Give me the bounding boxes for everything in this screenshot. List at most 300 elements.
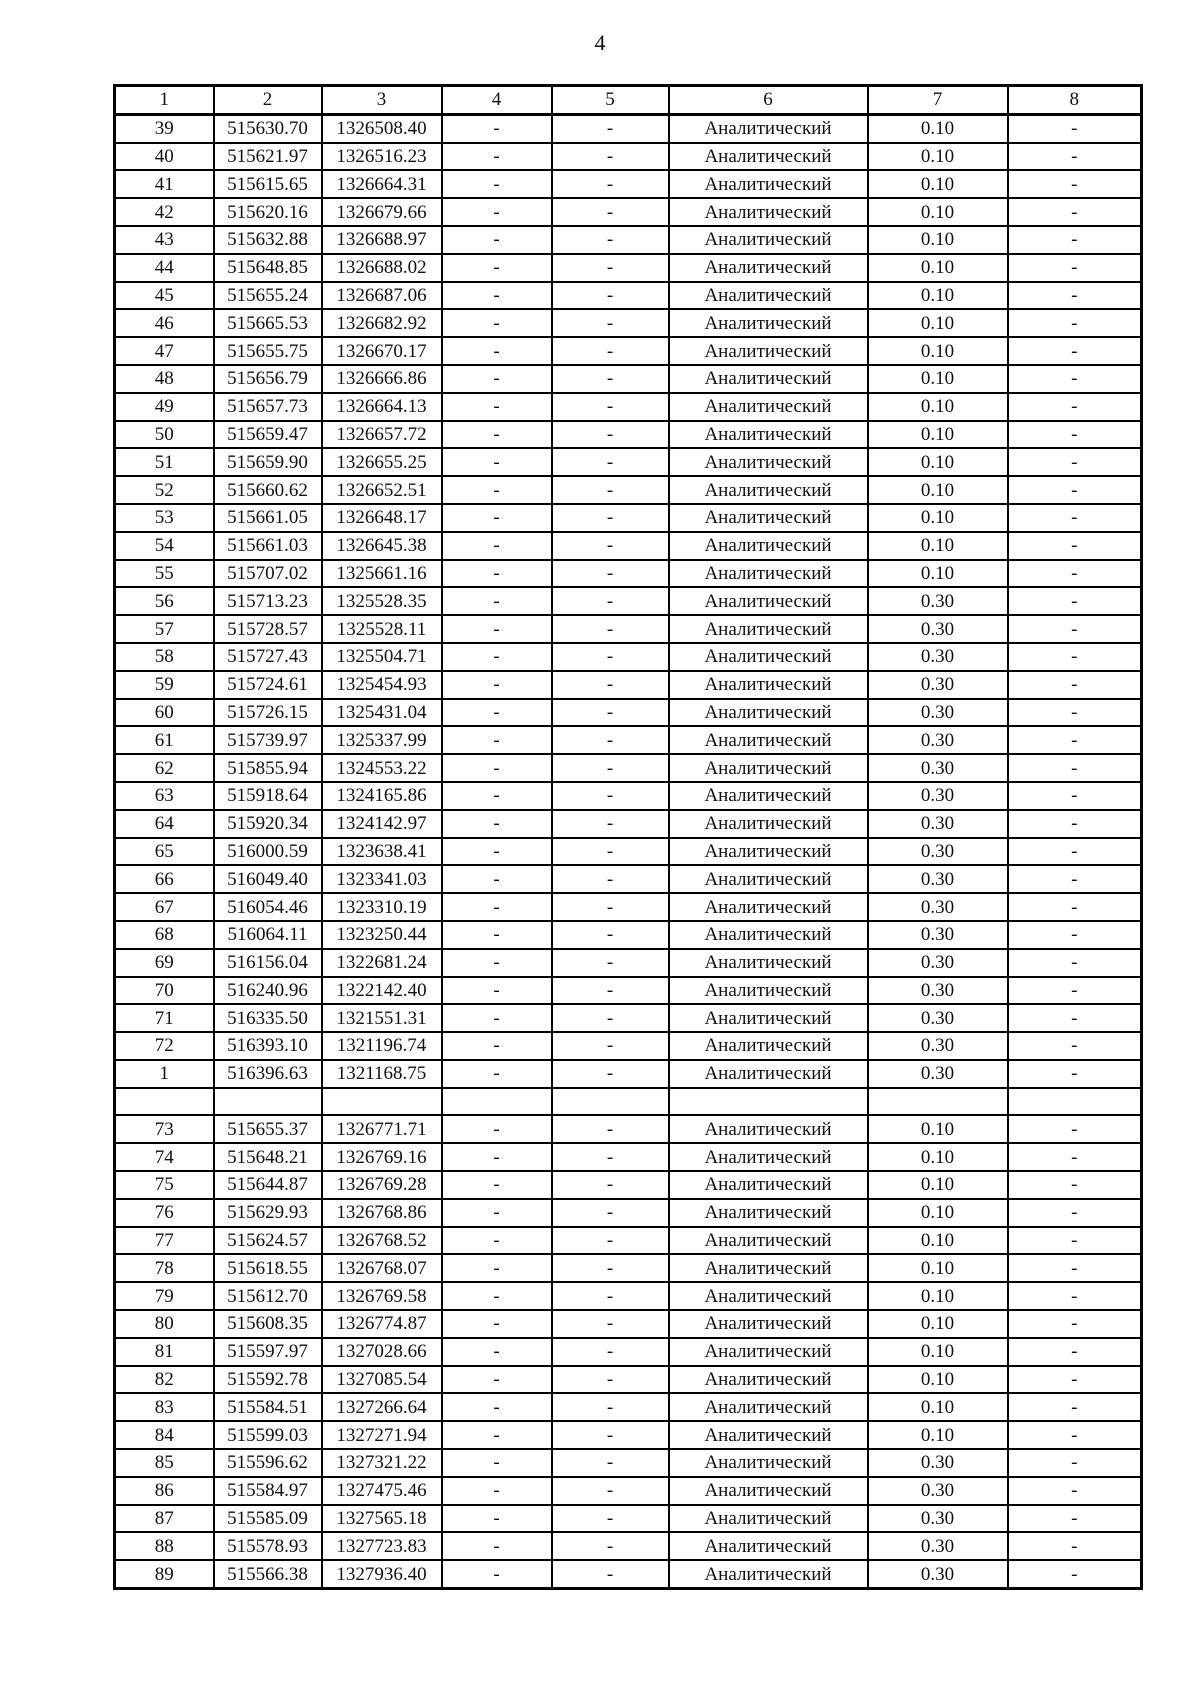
table-cell: 74 bbox=[115, 1143, 214, 1171]
table-cell: 86 bbox=[115, 1477, 214, 1505]
table-cell: Аналитический bbox=[669, 977, 868, 1005]
table-cell: 41 bbox=[115, 170, 214, 198]
table-cell: 0.30 bbox=[868, 865, 1008, 893]
table-cell: 1326657.72 bbox=[322, 421, 442, 449]
table-cell: - bbox=[552, 448, 669, 476]
table-cell: 0.30 bbox=[868, 754, 1008, 782]
table-cell: 0.30 bbox=[868, 921, 1008, 949]
column-header: 6 bbox=[669, 86, 868, 115]
table-cell: 80 bbox=[115, 1310, 214, 1338]
table-cell: 61 bbox=[115, 726, 214, 754]
table-cell: - bbox=[552, 114, 669, 142]
table-cell: 0.10 bbox=[868, 1310, 1008, 1338]
table-cell: - bbox=[442, 671, 552, 699]
table-cell: 516054.46 bbox=[214, 893, 322, 921]
table-cell: - bbox=[1008, 782, 1142, 810]
table-row bbox=[115, 254, 1142, 282]
table-cell: 1321168.75 bbox=[322, 1060, 442, 1088]
table-cell: - bbox=[1008, 1254, 1142, 1282]
table-cell: 515739.97 bbox=[214, 726, 322, 754]
table-cell: 47 bbox=[115, 337, 214, 365]
table-cell: 515707.02 bbox=[214, 560, 322, 588]
table-cell: - bbox=[442, 615, 552, 643]
table-cell: 1323638.41 bbox=[322, 838, 442, 866]
table-cell: 0.30 bbox=[868, 1505, 1008, 1533]
table-cell: 1326679.66 bbox=[322, 198, 442, 226]
table-cell: Аналитический bbox=[669, 615, 868, 643]
table-cell: 1321196.74 bbox=[322, 1032, 442, 1060]
table-cell: 0.10 bbox=[868, 393, 1008, 421]
table-cell bbox=[442, 1088, 552, 1116]
table-cell: 1322142.40 bbox=[322, 977, 442, 1005]
table-cell: - bbox=[442, 1032, 552, 1060]
table-cell: - bbox=[442, 282, 552, 310]
table-cell: - bbox=[442, 1060, 552, 1088]
table-cell: 72 bbox=[115, 1032, 214, 1060]
table-cell: 0.30 bbox=[868, 1004, 1008, 1032]
table-cell: 1327028.66 bbox=[322, 1338, 442, 1366]
table-cell: 48 bbox=[115, 365, 214, 393]
table-row bbox=[115, 1449, 1142, 1477]
table-cell: - bbox=[442, 893, 552, 921]
table-cell: 515659.90 bbox=[214, 448, 322, 476]
table-cell: Аналитический bbox=[669, 893, 868, 921]
table-cell: - bbox=[1008, 170, 1142, 198]
table-cell bbox=[322, 1088, 442, 1116]
table-row bbox=[115, 1143, 1142, 1171]
column-header: 3 bbox=[322, 86, 442, 115]
table-row bbox=[115, 865, 1142, 893]
table-cell: - bbox=[1008, 1338, 1142, 1366]
table-cell: 87 bbox=[115, 1505, 214, 1533]
table-cell: Аналитический bbox=[669, 949, 868, 977]
table-cell: 64 bbox=[115, 810, 214, 838]
table-cell: 0.10 bbox=[868, 448, 1008, 476]
table-cell: 0.10 bbox=[868, 1421, 1008, 1449]
table-row bbox=[115, 309, 1142, 337]
table-cell: - bbox=[442, 532, 552, 560]
table-cell: 515661.05 bbox=[214, 504, 322, 532]
table-cell: 0.30 bbox=[868, 1032, 1008, 1060]
table-cell: - bbox=[1008, 893, 1142, 921]
table-cell: 63 bbox=[115, 782, 214, 810]
table-cell: 60 bbox=[115, 699, 214, 727]
table-cell: 515632.88 bbox=[214, 226, 322, 254]
table-cell: - bbox=[552, 1227, 669, 1255]
table-cell: - bbox=[442, 949, 552, 977]
table-cell: - bbox=[1008, 1199, 1142, 1227]
table-cell: - bbox=[552, 560, 669, 588]
table-cell: 1323310.19 bbox=[322, 893, 442, 921]
table-cell: Аналитический bbox=[669, 921, 868, 949]
table-cell: 1322681.24 bbox=[322, 949, 442, 977]
table-row bbox=[115, 337, 1142, 365]
table-cell: 70 bbox=[115, 977, 214, 1005]
table-cell: - bbox=[552, 198, 669, 226]
table-cell: - bbox=[1008, 1227, 1142, 1255]
table-cell: - bbox=[552, 226, 669, 254]
table-cell: - bbox=[552, 476, 669, 504]
table-cell: - bbox=[552, 1310, 669, 1338]
table-cell: - bbox=[442, 143, 552, 171]
table-cell: 69 bbox=[115, 949, 214, 977]
table-cell: 1327321.22 bbox=[322, 1449, 442, 1477]
table-cell: - bbox=[552, 893, 669, 921]
table-cell bbox=[1008, 1088, 1142, 1116]
table-cell: 0.30 bbox=[868, 977, 1008, 1005]
table-row bbox=[115, 1366, 1142, 1394]
table-cell: 1326664.13 bbox=[322, 393, 442, 421]
table-cell: Аналитический bbox=[669, 838, 868, 866]
table-cell: 515644.87 bbox=[214, 1171, 322, 1199]
table-cell: - bbox=[442, 643, 552, 671]
table-cell: 1327271.94 bbox=[322, 1421, 442, 1449]
table-cell: - bbox=[1008, 198, 1142, 226]
table-cell: - bbox=[1008, 865, 1142, 893]
table-cell: - bbox=[1008, 615, 1142, 643]
table-row bbox=[115, 365, 1142, 393]
table-cell: Аналитический bbox=[669, 671, 868, 699]
table-cell: 0.30 bbox=[868, 949, 1008, 977]
table-cell: 515920.34 bbox=[214, 810, 322, 838]
table-cell: - bbox=[442, 1393, 552, 1421]
table-cell: - bbox=[552, 1505, 669, 1533]
table-cell: 515659.47 bbox=[214, 421, 322, 449]
table-row bbox=[115, 1115, 1142, 1143]
table-cell: 0.30 bbox=[868, 1060, 1008, 1088]
table-cell: 0.30 bbox=[868, 726, 1008, 754]
table-cell: - bbox=[442, 198, 552, 226]
table-cell: 515596.62 bbox=[214, 1449, 322, 1477]
column-header: 7 bbox=[868, 86, 1008, 115]
table-cell: 1325454.93 bbox=[322, 671, 442, 699]
table-cell: - bbox=[442, 226, 552, 254]
table-cell: - bbox=[552, 1393, 669, 1421]
table-cell: - bbox=[442, 421, 552, 449]
table-cell: - bbox=[442, 504, 552, 532]
table-cell: - bbox=[552, 615, 669, 643]
table-cell: 1323250.44 bbox=[322, 921, 442, 949]
table-cell: Аналитический bbox=[669, 476, 868, 504]
table-row bbox=[115, 949, 1142, 977]
table-cell: 88 bbox=[115, 1532, 214, 1560]
table-row bbox=[115, 504, 1142, 532]
table-cell: 0.10 bbox=[868, 309, 1008, 337]
table-cell: - bbox=[1008, 448, 1142, 476]
table-cell: Аналитический bbox=[669, 170, 868, 198]
table-cell: - bbox=[1008, 1532, 1142, 1560]
table-cell: 1326688.02 bbox=[322, 254, 442, 282]
table-cell: 515612.70 bbox=[214, 1282, 322, 1310]
table-cell: - bbox=[442, 754, 552, 782]
table-cell: - bbox=[1008, 504, 1142, 532]
table-row bbox=[115, 1505, 1142, 1533]
table-cell: Аналитический bbox=[669, 337, 868, 365]
table-cell: - bbox=[1008, 282, 1142, 310]
table-cell: - bbox=[552, 1421, 669, 1449]
table-row bbox=[115, 1227, 1142, 1255]
table-cell: 0.10 bbox=[868, 560, 1008, 588]
table-cell: 515585.09 bbox=[214, 1505, 322, 1533]
table-cell: 0.30 bbox=[868, 810, 1008, 838]
table-cell: Аналитический bbox=[669, 393, 868, 421]
table-cell: 0.30 bbox=[868, 643, 1008, 671]
table-cell bbox=[552, 1088, 669, 1116]
table-cell: 1324553.22 bbox=[322, 754, 442, 782]
table-row bbox=[115, 198, 1142, 226]
table-row bbox=[115, 1199, 1142, 1227]
table-cell: - bbox=[442, 254, 552, 282]
table-cell: 1326774.87 bbox=[322, 1310, 442, 1338]
table-cell: - bbox=[442, 1560, 552, 1588]
table-cell: - bbox=[552, 671, 669, 699]
table-header-row bbox=[115, 86, 1142, 115]
table-row bbox=[115, 810, 1142, 838]
table-cell: - bbox=[1008, 754, 1142, 782]
table-cell: 1326652.51 bbox=[322, 476, 442, 504]
table-cell: - bbox=[1008, 365, 1142, 393]
table-cell: 85 bbox=[115, 1449, 214, 1477]
table-cell: Аналитический bbox=[669, 1421, 868, 1449]
page-number: 4 bbox=[594, 30, 606, 55]
table-cell: 515629.93 bbox=[214, 1199, 322, 1227]
table-cell: - bbox=[552, 170, 669, 198]
table-cell: Аналитический bbox=[669, 1449, 868, 1477]
table-row bbox=[115, 560, 1142, 588]
table-cell: Аналитический bbox=[669, 782, 868, 810]
table-row bbox=[115, 1060, 1142, 1088]
table-cell: - bbox=[1008, 421, 1142, 449]
table-cell: - bbox=[442, 587, 552, 615]
table-cell: 1326769.28 bbox=[322, 1171, 442, 1199]
table-cell: 516000.59 bbox=[214, 838, 322, 866]
table-row bbox=[115, 421, 1142, 449]
table-cell: 1326648.17 bbox=[322, 504, 442, 532]
table-cell: Аналитический bbox=[669, 448, 868, 476]
table-cell: - bbox=[1008, 1505, 1142, 1533]
table-cell: 54 bbox=[115, 532, 214, 560]
table-cell: 515584.97 bbox=[214, 1477, 322, 1505]
table-cell: Аналитический bbox=[669, 1115, 868, 1143]
table-cell: - bbox=[442, 810, 552, 838]
table-cell: 83 bbox=[115, 1393, 214, 1421]
table-cell: - bbox=[552, 838, 669, 866]
table-cell: 515660.62 bbox=[214, 476, 322, 504]
table-cell: Аналитический bbox=[669, 1532, 868, 1560]
table-row bbox=[115, 699, 1142, 727]
table-cell: 0.10 bbox=[868, 170, 1008, 198]
table-cell: 0.30 bbox=[868, 699, 1008, 727]
table-cell: Аналитический bbox=[669, 754, 868, 782]
table-cell: - bbox=[1008, 1393, 1142, 1421]
table-cell: 51 bbox=[115, 448, 214, 476]
table-cell: 1326769.16 bbox=[322, 1143, 442, 1171]
table-cell: Аналитический bbox=[669, 1366, 868, 1394]
table-cell: 66 bbox=[115, 865, 214, 893]
table-cell: - bbox=[1008, 143, 1142, 171]
table-cell: - bbox=[1008, 921, 1142, 949]
table-cell: - bbox=[442, 1143, 552, 1171]
table-cell: 515597.97 bbox=[214, 1338, 322, 1366]
table-cell: 52 bbox=[115, 476, 214, 504]
table-cell: - bbox=[442, 1171, 552, 1199]
table-cell: - bbox=[442, 865, 552, 893]
table-cell: 42 bbox=[115, 198, 214, 226]
table-cell: 516393.10 bbox=[214, 1032, 322, 1060]
table-cell: - bbox=[442, 699, 552, 727]
table-cell: - bbox=[552, 1532, 669, 1560]
table-cell: - bbox=[552, 921, 669, 949]
table-cell: 43 bbox=[115, 226, 214, 254]
table-cell: 45 bbox=[115, 282, 214, 310]
table-cell: Аналитический bbox=[669, 254, 868, 282]
table-cell: - bbox=[552, 726, 669, 754]
table-cell: 73 bbox=[115, 1115, 214, 1143]
table-cell: 76 bbox=[115, 1199, 214, 1227]
table-cell: 39 bbox=[115, 114, 214, 142]
table-cell: - bbox=[552, 1449, 669, 1477]
table-cell: - bbox=[1008, 699, 1142, 727]
table-cell: 0.30 bbox=[868, 1532, 1008, 1560]
table-cell: Аналитический bbox=[669, 1060, 868, 1088]
column-header: 4 bbox=[442, 86, 552, 115]
table-cell: 0.10 bbox=[868, 1282, 1008, 1310]
table-cell: - bbox=[1008, 1560, 1142, 1588]
column-header: 5 bbox=[552, 86, 669, 115]
table-cell: - bbox=[552, 1004, 669, 1032]
table-cell: 1326768.07 bbox=[322, 1254, 442, 1282]
table-row bbox=[115, 782, 1142, 810]
table-cell: - bbox=[552, 1143, 669, 1171]
table-cell: - bbox=[1008, 560, 1142, 588]
table-cell: 1326670.17 bbox=[322, 337, 442, 365]
table-cell: Аналитический bbox=[669, 282, 868, 310]
table-cell: 515648.21 bbox=[214, 1143, 322, 1171]
table-cell: - bbox=[1008, 1171, 1142, 1199]
table-cell: Аналитический bbox=[669, 114, 868, 142]
table-cell: 1326687.06 bbox=[322, 282, 442, 310]
table-cell: 1327723.83 bbox=[322, 1532, 442, 1560]
table-cell: 0.10 bbox=[868, 1254, 1008, 1282]
table-cell: - bbox=[442, 1477, 552, 1505]
coordinates-table bbox=[113, 84, 1143, 1590]
table-row bbox=[115, 977, 1142, 1005]
table-cell: - bbox=[442, 560, 552, 588]
table-cell: - bbox=[552, 1032, 669, 1060]
table-cell: - bbox=[552, 643, 669, 671]
table-cell: Аналитический bbox=[669, 365, 868, 393]
table-cell: - bbox=[442, 309, 552, 337]
table-cell: 58 bbox=[115, 643, 214, 671]
table-cell: 1325661.16 bbox=[322, 560, 442, 588]
table-cell: - bbox=[442, 1338, 552, 1366]
table-cell: - bbox=[442, 838, 552, 866]
table-cell: Аналитический bbox=[669, 309, 868, 337]
table-cell: 1326682.92 bbox=[322, 309, 442, 337]
table-row bbox=[115, 282, 1142, 310]
table-cell: Аналитический bbox=[669, 1004, 868, 1032]
table-cell: 1326688.97 bbox=[322, 226, 442, 254]
table-cell: 56 bbox=[115, 587, 214, 615]
table-cell: - bbox=[442, 114, 552, 142]
table-cell: 1326655.25 bbox=[322, 448, 442, 476]
table-cell: 89 bbox=[115, 1560, 214, 1588]
table-cell: 0.10 bbox=[868, 504, 1008, 532]
table-cell: - bbox=[1008, 977, 1142, 1005]
table-cell: - bbox=[552, 1338, 669, 1366]
table-cell: - bbox=[442, 476, 552, 504]
table-cell: Аналитический bbox=[669, 421, 868, 449]
table-row bbox=[115, 671, 1142, 699]
table-cell: 81 bbox=[115, 1338, 214, 1366]
table-cell: 0.10 bbox=[868, 365, 1008, 393]
table-cell: - bbox=[552, 393, 669, 421]
table-cell: 515655.37 bbox=[214, 1115, 322, 1143]
table-cell: - bbox=[1008, 254, 1142, 282]
table-cell: - bbox=[1008, 337, 1142, 365]
table-cell: 59 bbox=[115, 671, 214, 699]
table-cell: 84 bbox=[115, 1421, 214, 1449]
table-cell: 79 bbox=[115, 1282, 214, 1310]
table-cell: - bbox=[552, 421, 669, 449]
table-cell: 515657.73 bbox=[214, 393, 322, 421]
table-cell: - bbox=[552, 865, 669, 893]
table-row bbox=[115, 1393, 1142, 1421]
table-cell: 515618.55 bbox=[214, 1254, 322, 1282]
table-cell: - bbox=[552, 1560, 669, 1588]
table-cell: Аналитический bbox=[669, 532, 868, 560]
table-cell: 515726.15 bbox=[214, 699, 322, 727]
table-cell: 1 bbox=[115, 1060, 214, 1088]
table-cell: 1327085.54 bbox=[322, 1366, 442, 1394]
table-cell: 515727.43 bbox=[214, 643, 322, 671]
table-cell: - bbox=[1008, 838, 1142, 866]
table-cell: 1325504.71 bbox=[322, 643, 442, 671]
table-cell: 0.30 bbox=[868, 615, 1008, 643]
table-cell: 49 bbox=[115, 393, 214, 421]
table-cell: 57 bbox=[115, 615, 214, 643]
table-cell: - bbox=[552, 143, 669, 171]
table-cell: 0.10 bbox=[868, 476, 1008, 504]
column-header: 1 bbox=[115, 86, 214, 115]
table-cell: 0.10 bbox=[868, 1393, 1008, 1421]
table-cell: - bbox=[552, 1060, 669, 1088]
table-row bbox=[115, 838, 1142, 866]
table-row bbox=[115, 1421, 1142, 1449]
table-cell: 516240.96 bbox=[214, 977, 322, 1005]
table-row bbox=[115, 587, 1142, 615]
table-cell: Аналитический bbox=[669, 1477, 868, 1505]
table-cell: 516396.63 bbox=[214, 1060, 322, 1088]
table-row bbox=[115, 921, 1142, 949]
table-cell: Аналитический bbox=[669, 226, 868, 254]
table-cell: 75 bbox=[115, 1171, 214, 1199]
table-cell: - bbox=[552, 1254, 669, 1282]
table-cell: - bbox=[442, 1449, 552, 1477]
table-cell: - bbox=[552, 504, 669, 532]
table-cell: 515599.03 bbox=[214, 1421, 322, 1449]
table-cell: - bbox=[1008, 393, 1142, 421]
table-cell: 515624.57 bbox=[214, 1227, 322, 1255]
table-cell: 515656.79 bbox=[214, 365, 322, 393]
table-cell: 1326768.52 bbox=[322, 1227, 442, 1255]
table-row bbox=[115, 393, 1142, 421]
table-cell: - bbox=[552, 810, 669, 838]
table-cell: 515655.75 bbox=[214, 337, 322, 365]
table-cell: 1325337.99 bbox=[322, 726, 442, 754]
table-cell: 0.10 bbox=[868, 1143, 1008, 1171]
table-cell: 515665.53 bbox=[214, 309, 322, 337]
